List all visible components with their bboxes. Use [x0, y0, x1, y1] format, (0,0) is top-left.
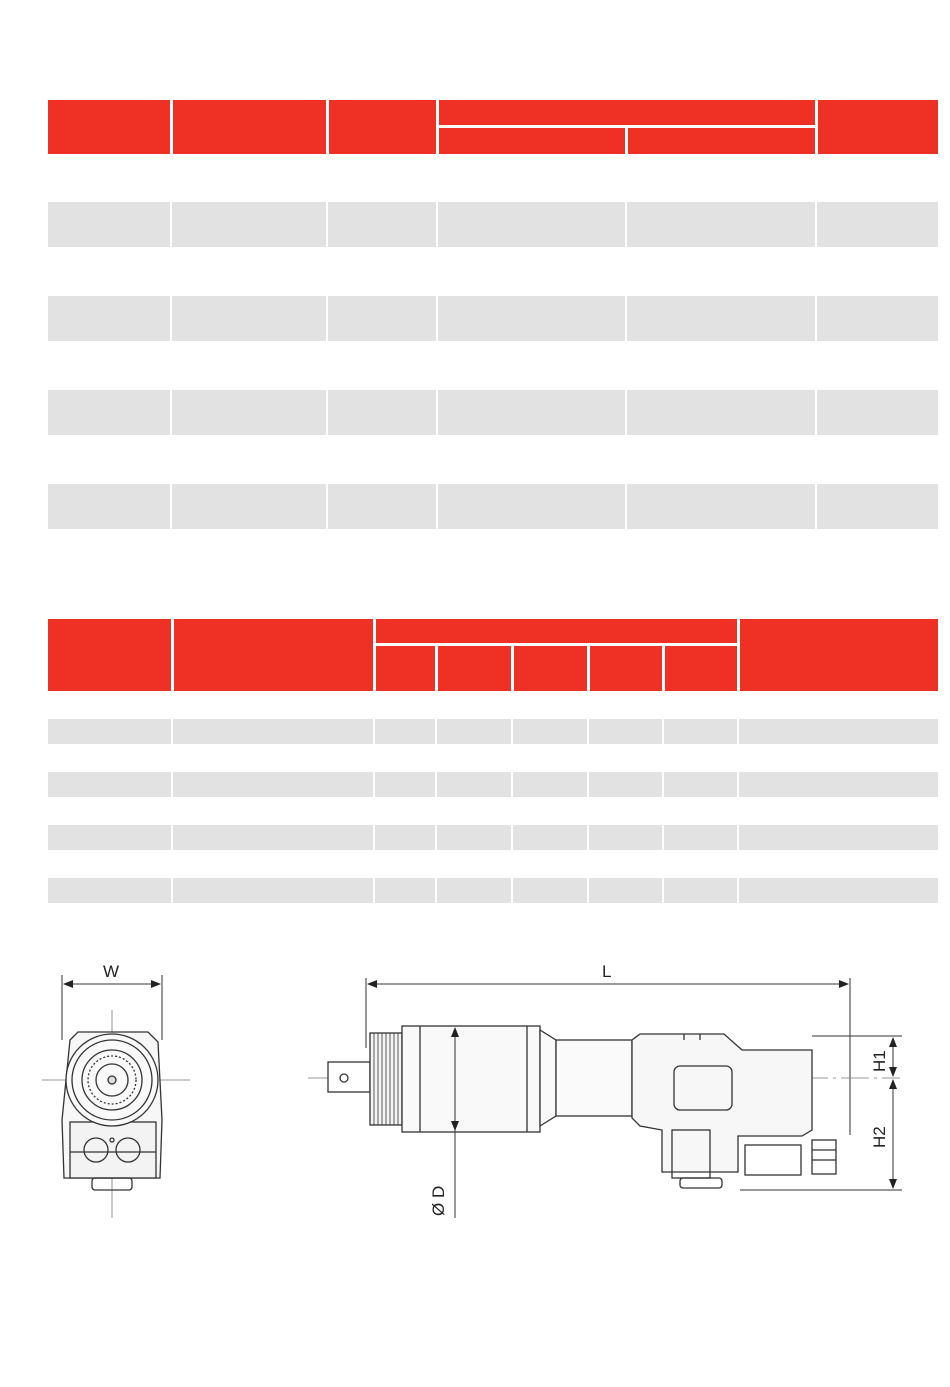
technical-drawing — [0, 940, 950, 1240]
table-row — [48, 296, 938, 341]
table-row — [48, 719, 938, 744]
table-row — [48, 878, 938, 903]
table-row — [48, 202, 938, 247]
spec-table-1 — [48, 100, 938, 530]
label-d: Ø D — [429, 1185, 448, 1216]
spec-table-2 — [48, 619, 938, 905]
table-row — [48, 825, 938, 850]
table-row — [48, 390, 938, 435]
table-row — [48, 484, 938, 529]
label-h2: H2 — [870, 1126, 889, 1148]
side-view-drawing — [308, 978, 902, 1218]
table-row — [48, 772, 938, 797]
front-view-drawing — [42, 975, 190, 1218]
label-h1: H1 — [870, 1050, 889, 1072]
label-w: W — [103, 962, 120, 981]
label-l: L — [602, 962, 612, 981]
